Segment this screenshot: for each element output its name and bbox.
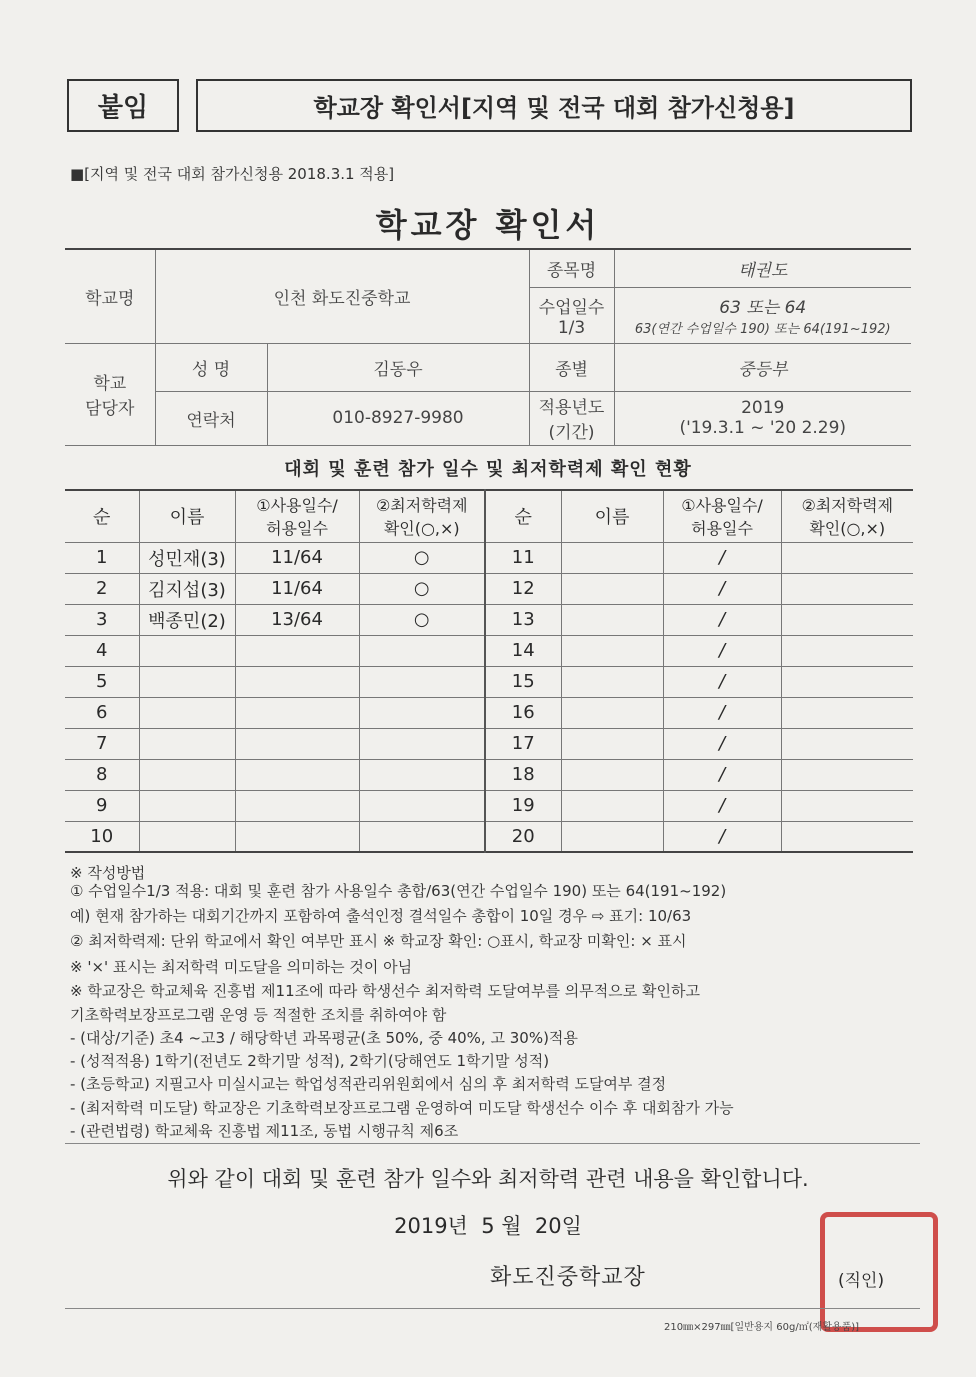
note-line: 예) 현재 참가하는 대회기간까지 포함하여 출석인정 결석일수 총합이 10일 경우 ⇨ 표기: 10/63 (70, 907, 692, 925)
form-code: ■[지역 및 전국 대회 참가신청용 2018.3.1 적용] (70, 165, 395, 183)
signer: 화도진중학교장 (490, 1265, 646, 1290)
row-days: / (663, 573, 781, 604)
col-check-right-2: 확인(○,×) (809, 519, 886, 539)
col-days-2: 허용일수 (266, 519, 328, 539)
row-check (359, 821, 485, 852)
row-days: 11/64 (235, 573, 359, 604)
col-days-right-2: 허용일수 (691, 519, 753, 539)
row-check (781, 542, 913, 573)
row-name (139, 666, 235, 697)
school-label: 학교명 (65, 249, 155, 343)
note-line: - (초등학교) 지필고사 미실시교는 학업성적관리위원회에서 심의 후 최저학력 도달여부 결정 (70, 1075, 667, 1093)
row-no: 2 (65, 573, 139, 604)
row-no: 12 (485, 573, 561, 604)
row-days: / (663, 604, 781, 635)
note-line: - (대상/기준) 초4 ~고3 / 해당학년 과목평균(초 50%, 중 40%, 고 30%)적용 (70, 1029, 578, 1047)
row-days (235, 728, 359, 759)
row-check: ○ (359, 573, 485, 604)
manager-label-2: 담당자 (85, 399, 135, 419)
row-check (359, 697, 485, 728)
name-label: 성 명 (155, 343, 267, 391)
col-name-right: 이름 (561, 490, 663, 542)
row-check (781, 790, 913, 821)
col-check-right (781, 490, 913, 542)
col-name: 이름 (139, 490, 235, 542)
divider (65, 1308, 920, 1309)
row-name (561, 635, 663, 666)
manager-label-1: 학교 (93, 374, 127, 394)
year-value-2: ('19.3.1 ~ '20 2.29) (679, 418, 847, 438)
attachment-tag: 붙임 (67, 79, 179, 132)
row-name (561, 573, 663, 604)
row-name (139, 635, 235, 666)
category-label: 종별 (529, 343, 614, 391)
table-row (65, 821, 913, 852)
row-name (561, 821, 663, 852)
category-value: 중등부 (614, 343, 911, 391)
note-line: ① 수업일수1/3 적용: 대회 및 훈련 참가 사용일수 총합/63(연간 수업일수 190) 또는 64(191~192) (70, 882, 727, 900)
year-value (614, 391, 911, 445)
row-check (359, 635, 485, 666)
row-days: / (663, 821, 781, 852)
row-no: 13 (485, 604, 561, 635)
row-no: 7 (65, 728, 139, 759)
event-value: 태권도 (614, 249, 911, 287)
school-name: 인천 화도진중학교 (155, 249, 529, 343)
note-line: ※ '×' 표시는 최저학력 미도달을 의미하는 것이 아님 (70, 958, 413, 976)
row-no: 16 (485, 697, 561, 728)
row-name (561, 759, 663, 790)
row-name (561, 542, 663, 573)
row-name (561, 604, 663, 635)
row-days: / (663, 635, 781, 666)
confirm-statement: 위와 같이 대회 및 훈련 참가 일수와 최저학력 관련 내용을 확인합니다. (167, 1167, 809, 1191)
class-days-label (529, 287, 614, 343)
signer-mark: (직인) (838, 1271, 885, 1291)
table-row (65, 635, 913, 666)
row-days (235, 821, 359, 852)
year-label-2: (기간) (548, 423, 595, 443)
row-no: 6 (65, 697, 139, 728)
row-no: 8 (65, 759, 139, 790)
row-name (561, 728, 663, 759)
paper-spec: 210㎜×297㎜[일반용지 60g/㎡(재활용품)] (664, 1322, 860, 1333)
manager-label (65, 343, 155, 445)
row-check (781, 666, 913, 697)
row-no: 17 (485, 728, 561, 759)
section-title: 대회 및 훈련 참가 일수 및 최저학력제 확인 현황 (284, 459, 692, 480)
row-days (235, 790, 359, 821)
col-check-2: 확인(○,×) (383, 519, 460, 539)
row-days: / (663, 759, 781, 790)
note-line: 기초학력보장프로그램 운영 등 적절한 조치를 취하여야 함 (70, 1006, 447, 1024)
table-row (65, 573, 913, 604)
row-no: 9 (65, 790, 139, 821)
year-label (529, 391, 614, 445)
class-days-value (614, 287, 911, 343)
col-check (359, 490, 485, 542)
official-seal (820, 1212, 938, 1332)
col-days-right-1: ①사용일수/ (681, 496, 763, 516)
row-no: 5 (65, 666, 139, 697)
col-check-right-1: ②최저학력제 (801, 496, 894, 516)
row-name (561, 666, 663, 697)
note-line: - (최저학력 미도달) 학교장은 기초학력보장프로그램 운영하여 미도달 학생선수 이수 후 대회참가 가능 (70, 1099, 734, 1117)
manager-name: 김동우 (267, 343, 529, 391)
row-no: 15 (485, 666, 561, 697)
row-check (359, 666, 485, 697)
header-title: 학교장 확인서[지역 및 전국 대회 참가신청용] (196, 79, 912, 132)
row-days: / (663, 728, 781, 759)
row-check (359, 759, 485, 790)
event-label: 종목명 (529, 249, 614, 287)
col-no: 순 (65, 490, 139, 542)
year-label-1: 적용년도 (538, 398, 605, 418)
row-name: 김지섭(3) (139, 573, 235, 604)
row-no: 14 (485, 635, 561, 666)
col-days-right (663, 490, 781, 542)
row-no: 20 (485, 821, 561, 852)
row-name: 성민재(3) (139, 542, 235, 573)
row-check (781, 728, 913, 759)
row-check (781, 573, 913, 604)
row-no: 19 (485, 790, 561, 821)
class-days-value-1: 63 또는 64 (719, 298, 807, 318)
info-table (65, 248, 911, 446)
note-line: - (관련법령) 학교체육 진흥법 제11조, 동법 시행규칙 제6조 (70, 1122, 459, 1140)
row-name (139, 759, 235, 790)
note-line: ※ 작성방법 (70, 864, 146, 882)
divider (65, 1143, 920, 1144)
year-value-1: 2019 (741, 398, 785, 418)
note-line: - (성적적용) 1학기(전년도 2학기말 성적), 2학기(당해연도 1학기말 성적) (70, 1052, 550, 1070)
row-days (235, 666, 359, 697)
row-check (781, 697, 913, 728)
class-days-label-2: 1/3 (557, 317, 586, 338)
row-no: 1 (65, 542, 139, 573)
row-check: ○ (359, 542, 485, 573)
row-no: 4 (65, 635, 139, 666)
row-check (359, 790, 485, 821)
row-check (781, 604, 913, 635)
note-line: ※ 학교장은 학교체육 진흥법 제11조에 따라 학생선수 최저학력 도달여부를 의무적으로 확인하고 (70, 982, 700, 1000)
row-no: 11 (485, 542, 561, 573)
participation-table (65, 489, 913, 853)
row-name (139, 697, 235, 728)
row-days: 11/64 (235, 542, 359, 573)
row-name (139, 790, 235, 821)
row-days: / (663, 790, 781, 821)
row-days (235, 759, 359, 790)
class-days-value-2: 63(연간 수업일수 190) 또는 64(191~192) (634, 322, 891, 337)
row-days: / (663, 697, 781, 728)
table-row (65, 759, 913, 790)
row-check (781, 759, 913, 790)
note-line: ② 최저학력제: 단위 학교에서 확인 여부만 표시 ※ 학교장 확인: ○표시, 학교장 미확인: × 표시 (70, 932, 687, 950)
row-check (359, 728, 485, 759)
row-days: / (663, 542, 781, 573)
table-row (65, 604, 913, 635)
row-days (235, 635, 359, 666)
table-row (65, 790, 913, 821)
document-title: 학교장 확인서 (375, 206, 601, 244)
row-days (235, 697, 359, 728)
row-check (781, 635, 913, 666)
table-row (65, 666, 913, 697)
row-no: 3 (65, 604, 139, 635)
table-row (65, 697, 913, 728)
row-no: 10 (65, 821, 139, 852)
row-check: ○ (359, 604, 485, 635)
contact-label: 연락처 (155, 391, 267, 445)
row-check (781, 821, 913, 852)
class-days-label-1: 수업일수 (538, 297, 605, 318)
col-days-1: ①사용일수/ (256, 496, 338, 516)
row-name: 백종민(2) (139, 604, 235, 635)
row-name (139, 728, 235, 759)
col-no-right: 순 (485, 490, 561, 542)
table-row (65, 728, 913, 759)
row-name (561, 790, 663, 821)
row-name (561, 697, 663, 728)
row-name (139, 821, 235, 852)
row-days: 13/64 (235, 604, 359, 635)
row-no: 18 (485, 759, 561, 790)
confirm-date: 2019년 5 월 20일 (394, 1214, 582, 1238)
row-days: / (663, 666, 781, 697)
col-check-1: ②최저학력제 (375, 496, 468, 516)
table-row (65, 542, 913, 573)
contact-value: 010-8927-9980 (267, 391, 529, 445)
col-days (235, 490, 359, 542)
